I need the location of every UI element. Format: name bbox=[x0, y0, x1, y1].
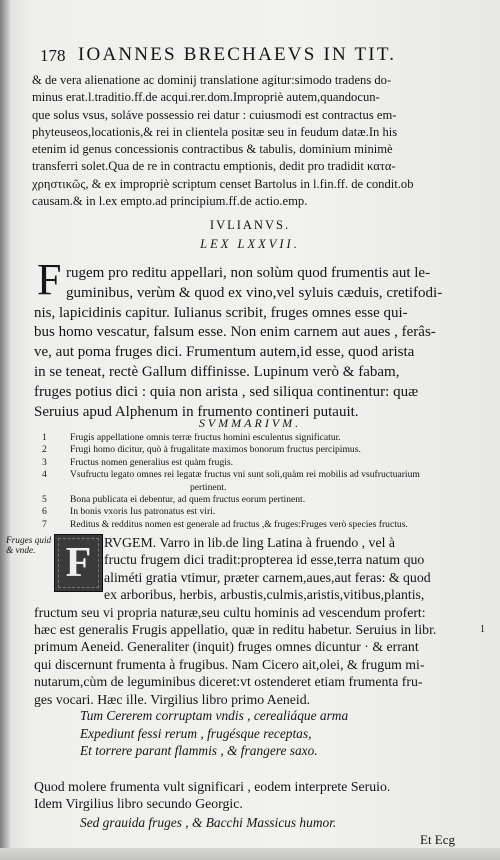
summary-number bbox=[42, 482, 70, 494]
margin-number: 1 bbox=[480, 624, 485, 635]
lex-text bbox=[34, 264, 442, 422]
after-verse-text bbox=[34, 778, 390, 813]
summary-number: 3 bbox=[42, 456, 47, 468]
lex-drop-initial: F bbox=[37, 255, 62, 304]
verse-quote-2 bbox=[80, 814, 336, 832]
summary-number: 6 bbox=[42, 506, 47, 518]
text-line: ges vocari. Hæc ille. Virgilius libro primo Aeneid. bbox=[34, 691, 311, 707]
text-line: que solus vsus, soláve possessio rei datur : cuiusmodi est contractus em- bbox=[32, 107, 397, 122]
initial-letter: F bbox=[65, 540, 92, 586]
verse-line: Sed grauida fruges , & Bacchi Massicus humor. bbox=[80, 815, 337, 830]
summary-text: In bonis vxoris Ius patronatus est viri. bbox=[70, 506, 216, 518]
verse-line: Expediunt fessi rerum , frugésque receptas, bbox=[80, 725, 312, 741]
section-name: IVLIANVS. bbox=[209, 218, 291, 232]
text-line: aliméti gratia vtimur, præter carnem,aues,aut feras: & quod bbox=[104, 569, 431, 585]
summary-number: 5 bbox=[42, 494, 47, 506]
text-line: & de vera alienatione ac dominij translatione agitur:simodo tradens do- bbox=[32, 73, 392, 87]
text-line: phyteuseos,locationis,& rei in clientela positæ seu in feudum datæ.In his bbox=[32, 124, 398, 139]
text-line: fruges potius dici : quia non arista , sed siliqua continentur: quæ bbox=[34, 383, 419, 400]
text-line: causam.& in l.ex empto.ad principium.ff.de actio.emp. bbox=[32, 194, 308, 209]
text-line: rugem pro reditu appellari, non solùm quod frumentis aut le- bbox=[66, 265, 431, 281]
summary-text: Bona publicata ei debentur, ad quem fructus eorum pertinent. bbox=[70, 494, 306, 506]
text-line: bus homo vescatur, falsum esse. Non enim carnem aut aues , ferâs- bbox=[34, 324, 436, 341]
text-line: Idem Virgilius libro secundo Georgic. bbox=[34, 796, 243, 812]
text-line: transferri solet.Qua de re in contractu emptionis, dedit pro tradidit κατα- bbox=[32, 159, 396, 174]
text-line: Seruius apud Alphenum in frumento contineri putauit. bbox=[34, 403, 359, 420]
text-line: Quod molere frumenta vult significari , eodem interprete Seruio. bbox=[34, 779, 391, 794]
verse-quote bbox=[80, 707, 348, 760]
page-bottom-edge bbox=[0, 848, 500, 860]
page-number: 178 bbox=[40, 46, 66, 65]
summary-text: Frugis appellatione omnis terræ fructus homini esculentus significatur. bbox=[70, 432, 341, 443]
summary-title: SVMMARIVM. bbox=[198, 416, 302, 430]
summary-text: Reditus & redditus nomen est generale ad fructus ,& fruges:Fruges verò species fructus. bbox=[70, 518, 408, 530]
summary-text: pertinent. bbox=[190, 481, 227, 493]
text-line: hæc est generalis Frugis appellatio, quæ in reditu habetur. Seruius in libr. bbox=[34, 622, 437, 638]
text-line: ex arboribus, herbis, arbustis,culmis,aristis,vitibus,plantis, bbox=[104, 587, 425, 603]
summary-item bbox=[42, 444, 420, 456]
summary-text: Frugi homo dicitur, quò à frugalitate maximos bonorum fructus percipimus. bbox=[70, 444, 361, 456]
intro-paragraph bbox=[32, 72, 414, 210]
text-line: qui discernunt frumenta à frugibus. Nam Cicero ait,olei, & frugum mi- bbox=[34, 656, 425, 672]
text-line: primum Aeneid. Generaliter (inquit) fruges omnes dicuntur · & errant bbox=[34, 639, 419, 655]
page-header bbox=[40, 46, 460, 70]
text-line: in se teneat, rectè Gallum diffinisse. Lupinum verò & fabam, bbox=[34, 363, 400, 380]
lex-heading: LEX LXXVII. bbox=[200, 237, 300, 251]
verse-line: Tum Cererem corruptam vndis , cerealiáque arma bbox=[80, 708, 349, 723]
summary-item bbox=[42, 469, 420, 481]
text-line: guminibus, verùm & quod ex vino,vel syluis cæduis, cretifodi- bbox=[66, 284, 443, 301]
text-line: etenim id genus concessionis contractibus & tabulis, dominium minimè bbox=[32, 142, 393, 157]
text-line: fructum seu vi propria naturæ,seu cultu hominis ad vescendum profert: bbox=[34, 604, 426, 620]
catchword: Et Ecg bbox=[420, 832, 456, 847]
summary-item bbox=[42, 506, 420, 518]
text-line: nutarum,cùm de leguminibus diceret:vt ostenderet etiam frumenta fru- bbox=[34, 674, 423, 690]
summary-item bbox=[42, 494, 420, 506]
summary-number: 4 bbox=[42, 469, 47, 481]
summary-number: 7 bbox=[42, 518, 47, 530]
summary-item bbox=[42, 457, 420, 469]
summary-number: 2 bbox=[42, 444, 47, 456]
margin-note-line: & vnde. bbox=[6, 546, 36, 556]
text-line: RVGEM. Varro in lib.de ling Latina à fruendo , vel à bbox=[104, 535, 395, 550]
text-line: ve, aut poma fruges dici. Frumentum autem,id esse, quod arista bbox=[34, 344, 415, 361]
summary-text: Fructus nomen generalius est quàm frugis. bbox=[70, 456, 234, 468]
summary-item bbox=[42, 432, 420, 444]
summary-item bbox=[42, 519, 420, 531]
text-line: nis, lapicidinis capitur. Iulianus scribit, fruges omnes esse qui- bbox=[34, 304, 408, 321]
margin-note-line: Fruges quid bbox=[6, 536, 52, 546]
summary-item bbox=[42, 482, 420, 494]
verse-line: Et torrere parant flammis , & frangere saxo. bbox=[80, 743, 318, 759]
running-title: IOANNES BRECHAEVS IN TIT. bbox=[78, 44, 397, 65]
commentary-text bbox=[34, 534, 436, 708]
summary-number: 1 bbox=[42, 432, 47, 443]
text-line: minus erat.l.traditio.ff.de acqui.rer.dom.Impropriè autem,quandocun- bbox=[32, 90, 380, 105]
text-line: χρηστικῶς, & ex impropriè scriptum censet Bartolus in l.fin.ff. de condit.ob bbox=[32, 176, 414, 191]
summary-list bbox=[42, 432, 420, 531]
summary-text: Vsufructu legato omnes rei legatæ fructus vni sunt soli,quàm rei mobilis ad vsufructuarium bbox=[70, 469, 420, 481]
text-line: fructu frugem dici tradit:propterea id esse,terra natum quo bbox=[104, 552, 425, 568]
